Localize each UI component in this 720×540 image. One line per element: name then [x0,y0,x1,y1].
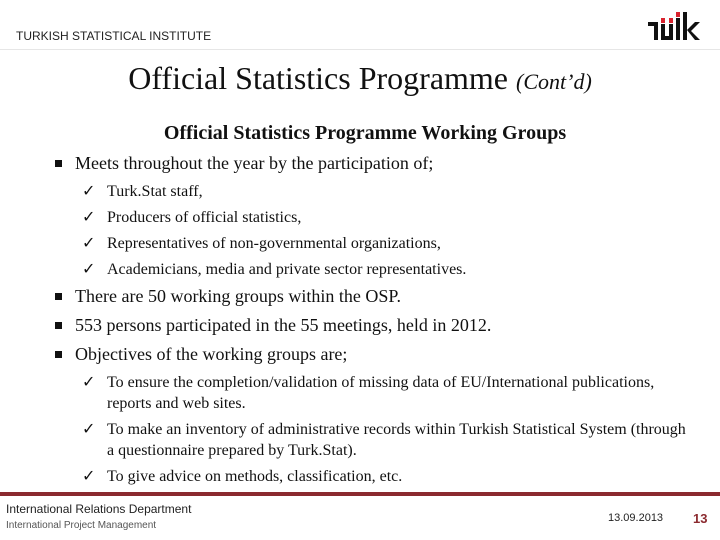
slide-title [0,60,720,97]
page-number: 13 [693,511,708,526]
check-text: Producers of official statistics, [107,209,302,226]
check-icon: ✓ [82,374,96,391]
square-bullet-icon [55,322,62,329]
check-icon: ✓ [82,209,96,226]
check-text: To give advice on methods, classification, etc. [107,468,403,485]
check-text: To make an inventory of administrative records within Turkish Statistical System (through a questionnaire prepared by Turk.Stat). [107,421,686,459]
check-icon: ✓ [82,183,96,200]
footer-date: 13.09.2013 [608,512,664,524]
slide-subtitle: Official Statistics Programme Working Groups [163,122,567,144]
title-main: Official Statistics Programme [128,60,508,96]
tuik-logo [648,10,700,40]
check-icon: ✓ [82,235,96,252]
check-text: To ensure the completion/validation of missing data of EU/International publications, reports and web sites. [107,374,655,412]
bullet-text: 553 persons participated in the 55 meetings, held in 2012. [75,315,492,335]
check-icon: ✓ [82,468,96,485]
bullet-text: Objectives of the working groups are; [75,344,348,364]
title-suffix: (Cont’d) [516,69,592,94]
check-text: Representatives of non-governmental organizations, [107,235,441,252]
square-bullet-icon [55,351,62,358]
check-icon: ✓ [82,261,96,278]
footer-unit: International Project Management [6,520,157,531]
check-text: Academicians, media and private sector representatives. [107,261,467,278]
bullet-text: There are 50 working groups within the OSP. [75,286,401,306]
organization-name: TURKISH STATISTICAL INSTITUTE [16,29,212,43]
check-icon: ✓ [82,421,96,438]
check-text: Turk.Stat staff, [107,183,203,200]
square-bullet-icon [55,160,62,167]
bullet-text: Meets throughout the year by the participation of; [75,153,434,173]
header-divider [0,49,720,50]
footer-divider [0,492,720,496]
footer-department: International Relations Department [6,502,192,516]
square-bullet-icon [55,293,62,300]
